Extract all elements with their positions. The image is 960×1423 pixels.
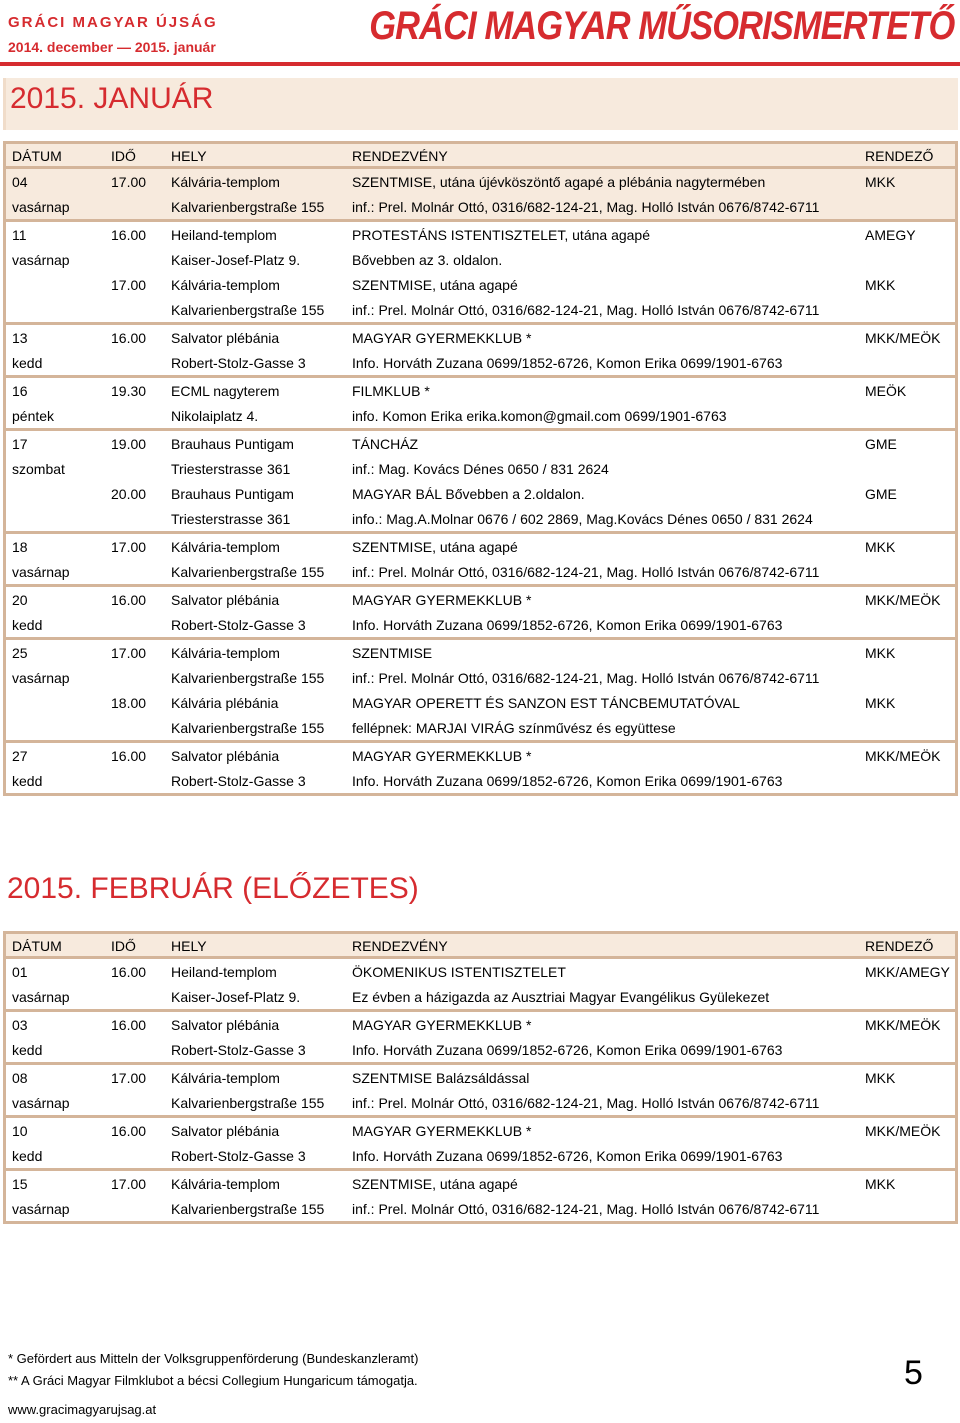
date-cell: vasárnap (12, 1095, 70, 1111)
venue-cell: Robert-Stolz-Gasse 3 (171, 1042, 306, 1058)
date-cell: 16 (12, 383, 28, 399)
table-row (6, 587, 955, 612)
date-range: 2014. december — 2015. január (8, 39, 216, 55)
time-cell: 17.00 (111, 539, 147, 555)
event-cell: Bővebben az 3. oldalon. (352, 252, 503, 268)
venue-cell: Salvator plébánia (171, 1123, 280, 1139)
time-cell: 17.00 (111, 645, 147, 661)
table-row (6, 768, 955, 793)
date-cell: 20 (12, 592, 28, 608)
event-cell: Info. Horváth Zuzana 0699/1852-6726, Komon Erika 0699/1901-6763 (352, 1042, 783, 1058)
event-cell: SZENTMISE, utána agapé (352, 539, 518, 555)
organizer-cell: MKK (865, 539, 896, 555)
organizer-cell: MKK (865, 645, 896, 661)
page-title: GRÁCI MAGYAR MŰSORISMERTETŐ (368, 4, 954, 48)
table-row (6, 272, 955, 297)
footnote-funding: * Gefördert aus Mitteln der Volksgruppenförderung (Bundeskanzleramt) (8, 1351, 419, 1366)
time-cell: 19.30 (111, 383, 147, 399)
event-cell: MAGYAR GYERMEKKLUB * (352, 1017, 532, 1033)
organizer-cell: GME (865, 486, 897, 502)
event-cell: inf.: Prel. Molnár Ottó, 0316/682-124-21, Mag. Holló István 0676/8742-6711 (352, 199, 820, 215)
event-cell: info.: Mag.A.Molnar 0676 / 602 2869, Mag.Kovács Dénes 0650 / 831 2624 (352, 511, 813, 527)
time-cell: 16.00 (111, 227, 147, 243)
table-row (6, 325, 955, 350)
time-cell: 18.00 (111, 695, 147, 711)
venue-cell: Salvator plébánia (171, 1017, 280, 1033)
table-row (6, 1118, 955, 1143)
event-cell: info. Komon Erika erika.komon@gmail.com 0699/1901-6763 (352, 408, 727, 424)
event-cell: inf.: Prel. Molnár Ottó, 0316/682-124-21, Mag. Holló István 0676/8742-6711 (352, 564, 820, 580)
event-cell: inf.: Prel. Molnár Ottó, 0316/682-124-21, Mag. Holló István 0676/8742-6711 (352, 670, 820, 686)
organizer-cell: AMEGY (865, 227, 916, 243)
event-cell: SZENTMISE (352, 645, 433, 661)
organizer-cell: MEÖK (865, 383, 907, 399)
venue-cell: Triesterstrasse 361 (171, 461, 291, 477)
venue-cell: Brauhaus Puntigam (171, 436, 294, 452)
event-cell: TÁNCHÁZ (352, 436, 419, 452)
venue-cell: Kálvária-templom (171, 539, 280, 555)
column-header-row (6, 934, 955, 959)
table-row (6, 378, 955, 403)
event-cell: MAGYAR GYERMEKKLUB * (352, 592, 532, 608)
venue-cell: Heiland-templom (171, 964, 277, 980)
column-header: IDŐ (111, 148, 136, 164)
table-row (6, 534, 955, 559)
table-row (6, 612, 955, 640)
date-cell: vasárnap (12, 564, 70, 580)
date-cell: 17 (12, 436, 28, 452)
date-cell: 08 (12, 1070, 28, 1086)
table-row (6, 743, 955, 768)
organizer-cell: MKK/MEÖK (865, 592, 941, 608)
venue-cell: Triesterstrasse 361 (171, 511, 291, 527)
date-cell: vasárnap (12, 252, 70, 268)
date-cell: szombat (12, 461, 65, 477)
january-heading: 2015. JANUÁR (3, 78, 958, 130)
date-cell: 04 (12, 174, 28, 190)
venue-cell: Kalvarienbergstraße 155 (171, 720, 325, 736)
table-row (6, 247, 955, 272)
footnote-filmclub: ** A Gráci Magyar Filmklubot a bécsi Collegium Hungaricum támogatja. (8, 1373, 418, 1388)
organizer-cell: GME (865, 436, 897, 452)
february-table (3, 931, 958, 1224)
date-cell: kedd (12, 355, 43, 371)
event-cell: SZENTMISE, utána agapé (352, 277, 518, 293)
organizer-cell: MKK (865, 277, 896, 293)
event-cell: PROTESTÁNS ISTENTISZTELET, utána agapé (352, 227, 650, 243)
table-row (6, 297, 955, 325)
organizer-cell: MKK/MEÖK (865, 748, 941, 764)
venue-cell: Robert-Stolz-Gasse 3 (171, 617, 306, 633)
organizer-cell: MKK (865, 1070, 896, 1086)
event-cell: Info. Horváth Zuzana 0699/1852-6726, Komon Erika 0699/1901-6763 (352, 1148, 783, 1164)
table-row (6, 1012, 955, 1037)
venue-cell: Kalvarienbergstraße 155 (171, 199, 325, 215)
event-cell: MAGYAR GYERMEKKLUB * (352, 1123, 532, 1139)
date-cell: 15 (12, 1176, 28, 1192)
date-cell: 25 (12, 645, 28, 661)
time-cell: 17.00 (111, 1176, 147, 1192)
event-cell: Info. Horváth Zuzana 0699/1852-6726, Komon Erika 0699/1901-6763 (352, 355, 783, 371)
column-header: HELY (171, 938, 207, 954)
table-row (6, 169, 955, 194)
january-table (3, 141, 958, 796)
masthead (8, 14, 218, 55)
venue-cell: Kalvarienbergstraße 155 (171, 1201, 325, 1217)
event-cell: fellépnek: MARJAI VIRÁG színművész és együttese (352, 720, 676, 736)
date-cell: 11 (12, 227, 27, 243)
time-cell: 16.00 (111, 748, 147, 764)
organizer-cell: MKK/MEÖK (865, 1123, 941, 1139)
table-row (6, 1065, 955, 1090)
time-cell: 16.00 (111, 964, 147, 980)
table-row (6, 959, 955, 984)
date-cell: 03 (12, 1017, 28, 1033)
date-cell: 18 (12, 539, 28, 555)
table-row (6, 506, 955, 534)
venue-cell: Salvator plébánia (171, 748, 280, 764)
table-row (6, 403, 955, 431)
date-cell: vasárnap (12, 1201, 70, 1217)
date-cell: péntek (12, 408, 55, 424)
organizer-cell: MKK (865, 695, 896, 711)
event-cell: Info. Horváth Zuzana 0699/1852-6726, Komon Erika 0699/1901-6763 (352, 617, 783, 633)
table-row (6, 715, 955, 743)
venue-cell: Kálvária-templom (171, 174, 280, 190)
column-header: RENDEZVÉNY (352, 148, 448, 164)
event-cell: MAGYAR GYERMEKKLUB * (352, 748, 532, 764)
venue-cell: Kálvária-templom (171, 277, 280, 293)
column-header: DÁTUM (12, 938, 62, 954)
table-row (6, 1037, 955, 1065)
time-cell: 17.00 (111, 277, 147, 293)
venue-cell: Kalvarienbergstraße 155 (171, 670, 325, 686)
date-cell: 01 (12, 964, 28, 980)
venue-cell: Brauhaus Puntigam (171, 486, 294, 502)
time-cell: 20.00 (111, 486, 147, 502)
column-header: HELY (171, 148, 207, 164)
table-row (6, 194, 955, 222)
venue-cell: Heiland-templom (171, 227, 277, 243)
venue-cell: Robert-Stolz-Gasse 3 (171, 1148, 306, 1164)
venue-cell: Kaiser-Josef-Platz 9. (171, 989, 301, 1005)
column-header: IDŐ (111, 938, 136, 954)
event-cell: MAGYAR BÁL Bővebben a 2.oldalon. (352, 486, 585, 502)
header-divider (0, 62, 960, 66)
venue-cell: Robert-Stolz-Gasse 3 (171, 355, 306, 371)
table-row (6, 665, 955, 690)
february-heading: 2015. FEBRUÁR (ELŐZETES) (3, 868, 960, 924)
table-row (6, 1171, 955, 1196)
time-cell: 17.00 (111, 1070, 147, 1086)
venue-cell: Nikolaiplatz 4. (171, 408, 259, 424)
column-header: RENDEZŐ (865, 148, 934, 164)
venue-cell: Kalvarienbergstraße 155 (171, 564, 325, 580)
date-cell: 13 (12, 330, 28, 346)
time-cell: 16.00 (111, 330, 147, 346)
venue-cell: Salvator plébánia (171, 330, 280, 346)
table-row (6, 431, 955, 456)
event-cell: SZENTMISE, utána agapé (352, 1176, 518, 1192)
website-link[interactable]: www.gracimagyarujsag.at (8, 1402, 157, 1417)
column-header: DÁTUM (12, 148, 62, 164)
event-cell: Ez évben a házigazda az Ausztriai Magyar Evangélikus Gyülekezet (352, 989, 770, 1005)
venue-cell: Robert-Stolz-Gasse 3 (171, 773, 306, 789)
table-row (6, 222, 955, 247)
event-cell: MAGYAR OPERETT ÉS SANZON EST TÁNCBEMUTATÓVAL (352, 695, 740, 711)
date-cell: kedd (12, 773, 43, 789)
time-cell: 19.00 (111, 436, 147, 452)
column-header: RENDEZŐ (865, 938, 934, 954)
date-cell: kedd (12, 1148, 43, 1164)
column-header-row (6, 144, 955, 169)
date-cell: vasárnap (12, 199, 70, 215)
table-row (6, 456, 955, 481)
venue-cell: Salvator plébánia (171, 592, 280, 608)
event-cell: MAGYAR GYERMEKKLUB * (352, 330, 532, 346)
table-row (6, 1143, 955, 1171)
event-cell: SZENTMISE, utána újévköszöntő agapé a plébánia nagytermében (352, 174, 766, 190)
date-cell: vasárnap (12, 670, 70, 686)
event-cell: inf.: Mag. Kovács Dénes 0650 / 831 2624 (352, 461, 609, 477)
venue-cell: Kalvarienbergstraße 155 (171, 1095, 325, 1111)
table-row (6, 640, 955, 665)
table-row (6, 350, 955, 378)
venue-cell: Kalvarienbergstraße 155 (171, 302, 325, 318)
time-cell: 16.00 (111, 592, 147, 608)
event-cell: ÖKOMENIKUS ISTENTISZTELET (352, 964, 566, 980)
date-cell: 27 (12, 748, 28, 764)
venue-cell: Kálvária-templom (171, 645, 280, 661)
time-cell: 16.00 (111, 1123, 147, 1139)
organizer-cell: MKK (865, 174, 896, 190)
event-cell: inf.: Prel. Molnár Ottó, 0316/682-124-21, Mag. Holló István 0676/8742-6711 (352, 302, 820, 318)
table-row (6, 984, 955, 1012)
organizer-cell: MKK (865, 1176, 896, 1192)
venue-cell: Kaiser-Josef-Platz 9. (171, 252, 301, 268)
column-header: RENDEZVÉNY (352, 938, 448, 954)
venue-cell: Kálvária plébánia (171, 695, 279, 711)
time-cell: 16.00 (111, 1017, 147, 1033)
table-row (6, 1196, 955, 1221)
organizer-cell: MKK/MEÖK (865, 1017, 941, 1033)
date-cell: kedd (12, 617, 43, 633)
date-cell: 10 (12, 1123, 28, 1139)
event-cell: inf.: Prel. Molnár Ottó, 0316/682-124-21, Mag. Holló István 0676/8742-6711 (352, 1095, 820, 1111)
event-cell: SZENTMISE Balázsáldással (352, 1070, 530, 1086)
organizer-cell: MKK/AMEGY (865, 964, 950, 980)
time-cell: 17.00 (111, 174, 147, 190)
page-number: 5 (904, 1354, 923, 1392)
table-row (6, 481, 955, 506)
publication-name: GRÁCI MAGYAR ÚJSÁG (8, 14, 218, 31)
venue-cell: Kálvária-templom (171, 1070, 280, 1086)
table-row (6, 690, 955, 715)
table-row (6, 1090, 955, 1118)
event-cell: FILMKLUB * (352, 383, 430, 399)
event-cell: inf.: Prel. Molnár Ottó, 0316/682-124-21, Mag. Holló István 0676/8742-6711 (352, 1201, 820, 1217)
table-row (6, 559, 955, 587)
organizer-cell: MKK/MEÖK (865, 330, 941, 346)
date-cell: vasárnap (12, 989, 70, 1005)
venue-cell: Kálvária-templom (171, 1176, 280, 1192)
date-cell: kedd (12, 1042, 43, 1058)
venue-cell: ECML nagyterem (171, 383, 280, 399)
event-cell: Info. Horváth Zuzana 0699/1852-6726, Komon Erika 0699/1901-6763 (352, 773, 783, 789)
